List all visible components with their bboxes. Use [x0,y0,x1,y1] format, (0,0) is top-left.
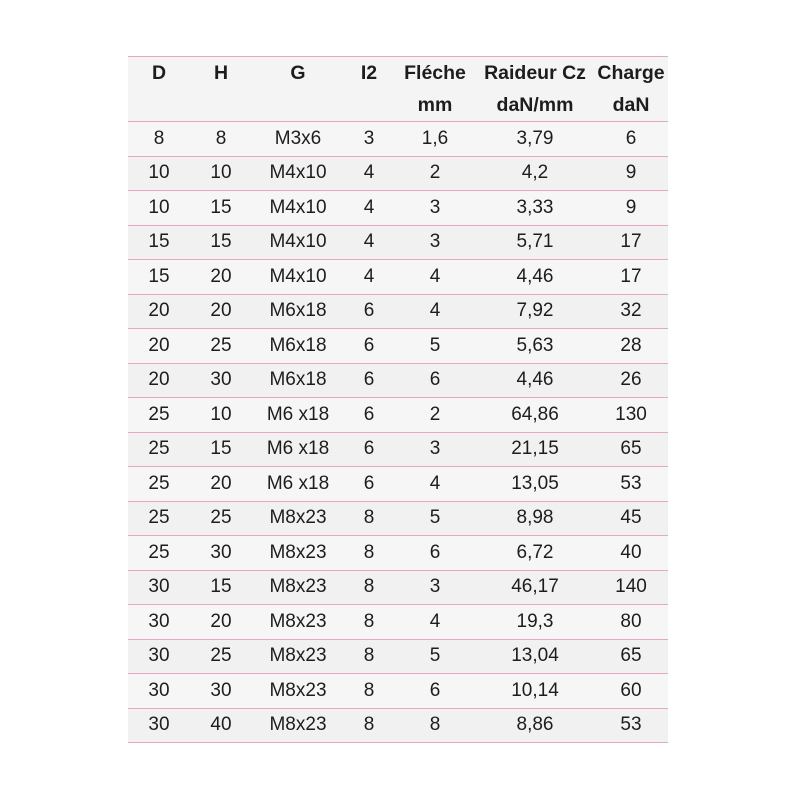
table-cell: 8 [344,570,394,605]
table-cell: 25 [190,639,252,674]
table-cell: 6 [344,294,394,329]
unit-header-fleche: mm [394,89,476,122]
table-cell: 30 [128,674,190,709]
table-cell: M4x10 [252,225,344,260]
table-cell: 25 [128,501,190,536]
table-cell: 9 [594,156,668,191]
table-cell: 21,15 [476,432,594,467]
column-header-d: D [128,57,190,90]
table-cell: M8x23 [252,639,344,674]
table-cell: 60 [594,674,668,709]
table-row [128,294,668,329]
table-body [128,122,668,743]
table-cell: 8 [190,122,252,157]
table-cell: 8 [394,708,476,743]
table-cell: 13,05 [476,467,594,502]
table-row [128,501,668,536]
table-cell: 46,17 [476,570,594,605]
column-header-fleche: Fléche [394,57,476,90]
column-header-g: G [252,57,344,90]
table-cell: 65 [594,432,668,467]
table-cell: 65 [594,639,668,674]
table-cell: 5 [394,329,476,364]
table-cell: 25 [128,467,190,502]
table-cell: 28 [594,329,668,364]
unit-header-h [190,89,252,122]
table-cell: 8 [344,639,394,674]
table-cell: 4 [344,156,394,191]
table-cell: 40 [594,536,668,571]
table-cell: M8x23 [252,605,344,640]
table-cell: 4 [394,605,476,640]
table-cell: 10,14 [476,674,594,709]
table-cell: 15 [190,432,252,467]
table-cell: 3 [394,225,476,260]
table-cell: 6 [594,122,668,157]
table-cell: 20 [128,294,190,329]
table-cell: 5 [394,639,476,674]
table-cell: 3 [344,122,394,157]
table-cell: 6 [344,398,394,433]
table-row [128,639,668,674]
table-cell: M3x6 [252,122,344,157]
table-cell: 6 [344,329,394,364]
table-cell: 19,3 [476,605,594,640]
table-cell: M6x18 [252,363,344,398]
table-cell: 3 [394,191,476,226]
table-cell: 3,33 [476,191,594,226]
table-header-row-units [128,89,668,122]
table-cell: 8 [344,536,394,571]
table-row [128,122,668,157]
table-cell: 64,86 [476,398,594,433]
table-cell: 30 [128,570,190,605]
table-cell: M8x23 [252,708,344,743]
unit-header-raideur-cz: daN/mm [476,89,594,122]
table-header-row-primary [128,57,668,90]
table-row [128,156,668,191]
table-cell: 15 [190,570,252,605]
table-cell: M8x23 [252,570,344,605]
table-row [128,467,668,502]
table-cell: 30 [128,639,190,674]
table-cell: 6,72 [476,536,594,571]
table-cell: 30 [190,536,252,571]
table-cell: 140 [594,570,668,605]
table-cell: 4 [344,260,394,295]
table-row [128,605,668,640]
table-cell: 2 [394,156,476,191]
table-cell: 3,79 [476,122,594,157]
table-row [128,432,668,467]
table-cell: M6x18 [252,329,344,364]
table-cell: 10 [190,156,252,191]
table-cell: 10 [190,398,252,433]
table-row [128,225,668,260]
table-cell: 6 [344,432,394,467]
table-cell: 4,46 [476,260,594,295]
table-cell: 5,63 [476,329,594,364]
table-row [128,329,668,364]
table-cell: 8 [344,708,394,743]
table-cell: 4 [394,467,476,502]
table-cell: 10 [128,191,190,226]
table-cell: 30 [190,363,252,398]
table-row [128,708,668,743]
table-cell: 20 [190,294,252,329]
table-cell: M8x23 [252,674,344,709]
table-cell: 53 [594,467,668,502]
table-row [128,363,668,398]
table-cell: 8,98 [476,501,594,536]
table-cell: 4,46 [476,363,594,398]
table-cell: 7,92 [476,294,594,329]
table-cell: 8 [344,605,394,640]
table-cell: 8,86 [476,708,594,743]
table-row [128,570,668,605]
table-cell: M6 x18 [252,432,344,467]
table-cell: 20 [190,260,252,295]
table-row [128,398,668,433]
table-cell: 4 [394,294,476,329]
table-cell: 30 [128,708,190,743]
table-cell: 17 [594,225,668,260]
table-cell: 6 [394,536,476,571]
table-cell: 3 [394,432,476,467]
table-cell: 25 [128,536,190,571]
column-header-charge: Charge [594,57,668,90]
table-cell: 6 [344,363,394,398]
table-cell: 20 [190,467,252,502]
table-cell: 6 [394,674,476,709]
column-header-raideur-cz: Raideur Cz [476,57,594,90]
table-row [128,536,668,571]
table-header [128,57,668,122]
table-cell: 30 [190,674,252,709]
table-cell: 9 [594,191,668,226]
table-cell: 15 [190,225,252,260]
table-cell: 8 [128,122,190,157]
table-cell: 4,2 [476,156,594,191]
unit-header-g [252,89,344,122]
table-cell: M6x18 [252,294,344,329]
specification-table [128,56,668,743]
unit-header-i2 [344,89,394,122]
table-cell: 17 [594,260,668,295]
table-cell: 4 [394,260,476,295]
table-cell: 20 [190,605,252,640]
table-cell: 10 [128,156,190,191]
column-header-i2: I2 [344,57,394,90]
table-row [128,191,668,226]
table-cell: 2 [394,398,476,433]
table-cell: 15 [128,225,190,260]
table-cell: 8 [344,674,394,709]
table-cell: 5 [394,501,476,536]
table-cell: 8 [344,501,394,536]
table-cell: 25 [128,432,190,467]
unit-header-charge: daN [594,89,668,122]
table-cell: 53 [594,708,668,743]
table-cell: 45 [594,501,668,536]
table-cell: 15 [128,260,190,295]
table-cell: 20 [128,329,190,364]
table-row [128,674,668,709]
table-cell: 80 [594,605,668,640]
unit-header-d [128,89,190,122]
table-cell: M6 x18 [252,398,344,433]
table-cell: 6 [394,363,476,398]
table-cell: M4x10 [252,156,344,191]
table-cell: 1,6 [394,122,476,157]
table-cell: 30 [128,605,190,640]
table-cell: 13,04 [476,639,594,674]
table-cell: 32 [594,294,668,329]
table-cell: M4x10 [252,191,344,226]
table-cell: 40 [190,708,252,743]
table-cell: 15 [190,191,252,226]
table-cell: 130 [594,398,668,433]
table-cell: 3 [394,570,476,605]
table-cell: 5,71 [476,225,594,260]
table-cell: 4 [344,225,394,260]
table-cell: M4x10 [252,260,344,295]
table-row [128,260,668,295]
table-cell: 26 [594,363,668,398]
table-cell: 20 [128,363,190,398]
table-cell: 6 [344,467,394,502]
table-cell: M6 x18 [252,467,344,502]
column-header-h: H [190,57,252,90]
table-cell: 25 [190,501,252,536]
table-cell: M8x23 [252,501,344,536]
table-cell: 25 [128,398,190,433]
table-cell: 4 [344,191,394,226]
table-cell: M8x23 [252,536,344,571]
table-cell: 25 [190,329,252,364]
